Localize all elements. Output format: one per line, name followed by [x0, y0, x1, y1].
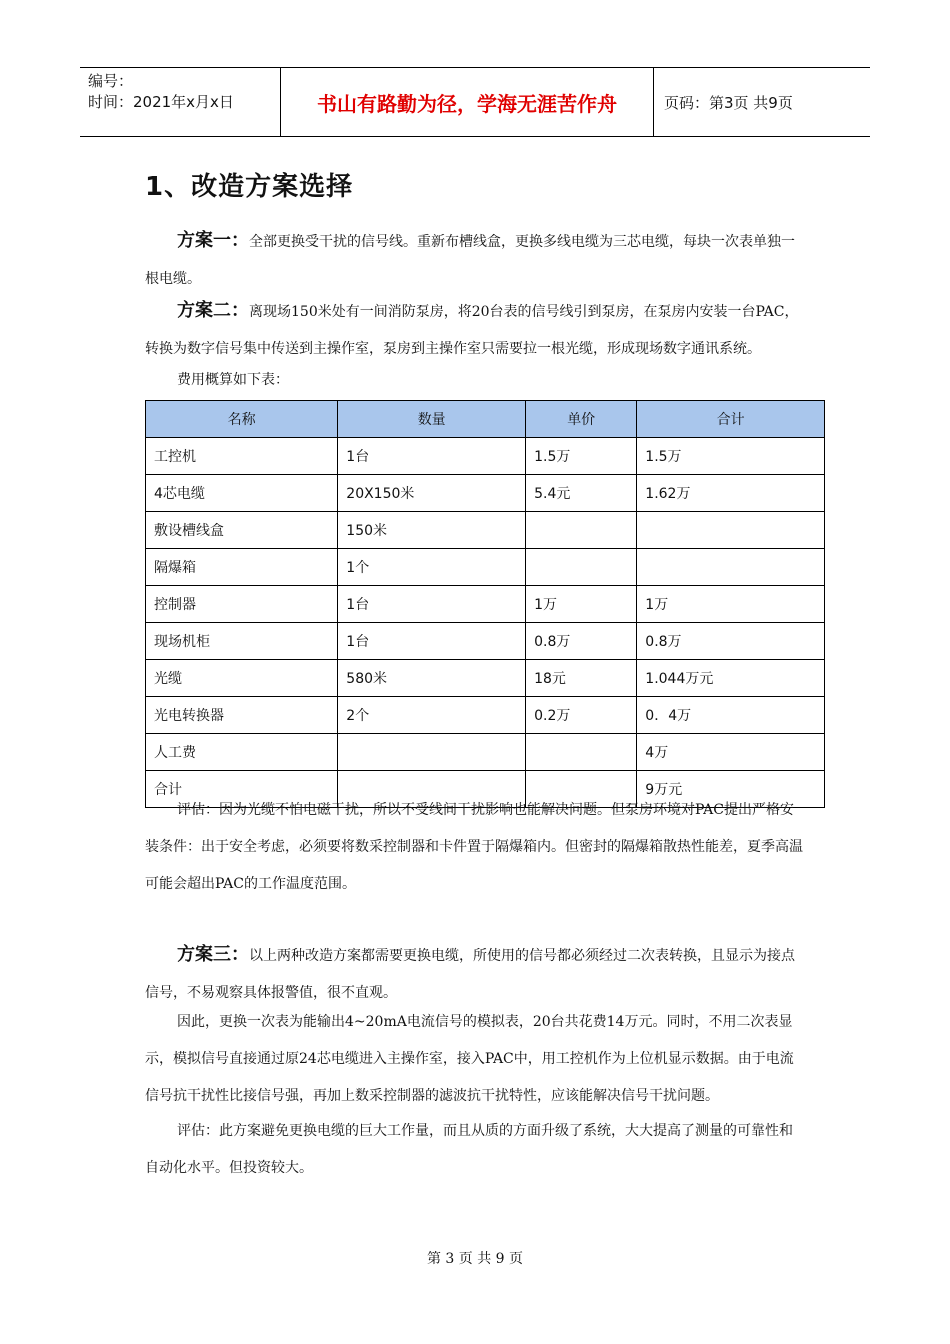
table-cell: 5.4元 — [526, 475, 637, 512]
plan3-evaluation: 评估：此方案避免更换电缆的巨大工作量，而且从质的方面升级了系统，大大提高了测量的可靠性和自动化水平。但投资较大。 — [145, 1123, 793, 1176]
plan3-detail: 因此，更换一次表为能输出4~20mA电流信号的模拟表，20台共花费14万元。同时，不用二次表显示，模拟信号直接通过原24芯电缆进入主操作室，接入PAC中，用工控机作为上位机显示数据。由于电流信号抗干扰性比接信号强，再加上数采控制器的滤波抗干扰特性，应该能解决信号干扰问题。 — [145, 1014, 794, 1104]
table-cell: 1个 — [338, 549, 526, 586]
table-intro: 费用概算如下表： — [177, 372, 289, 388]
table-cell: 4万 — [637, 734, 825, 771]
table-cell: 光电转换器 — [146, 697, 338, 734]
table-cell: 9万元 — [637, 771, 825, 808]
table-cell: 0．4万 — [637, 697, 825, 734]
plan2-paragraph — [145, 292, 805, 368]
table-cell — [526, 549, 637, 586]
table-cell: 0.8万 — [637, 623, 825, 660]
table-header-cell: 名称 — [146, 401, 338, 438]
table-row — [146, 475, 825, 512]
table-cell — [338, 734, 526, 771]
table-row — [146, 734, 825, 771]
table-cell: 1万 — [637, 586, 825, 623]
table-header-cell: 数量 — [338, 401, 526, 438]
plan1-paragraph — [145, 222, 805, 298]
table-cell: 4芯电缆 — [146, 475, 338, 512]
header-page-label: 页码：第3页 共9页 — [664, 93, 793, 112]
table-cell: 光缆 — [146, 660, 338, 697]
table-cell — [526, 512, 637, 549]
section-title: 1、改造方案选择 — [145, 172, 354, 202]
number-label: 编号： — [88, 72, 134, 90]
table-cell: 0.8万 — [526, 623, 637, 660]
plan2-evaluation: 评估：因为光缆不怕电磁干扰，所以不受线间干扰影响也能解决问题。但泵房环境对PAC提出严格安装条件：出于安全考虑，必须要将数采控制器和卡件置于隔爆箱内。但密封的隔爆箱散热性能差，夏季高温可能会超出PAC的工作温度范围。 — [145, 802, 803, 892]
table-cell: 20X150米 — [338, 475, 526, 512]
table-row — [146, 586, 825, 623]
table-row — [146, 623, 825, 660]
table-cell: 工控机 — [146, 438, 338, 475]
table-cell: 合计 — [146, 771, 338, 808]
table-cell: 2个 — [338, 697, 526, 734]
table-header-row — [146, 401, 825, 438]
table-cell: 580米 — [338, 660, 526, 697]
plan3-lead: 方案三： — [177, 944, 249, 965]
header-meta — [80, 68, 281, 136]
table-cell: 18元 — [526, 660, 637, 697]
table-header-cell: 合计 — [637, 401, 825, 438]
plan1-text: 全部更换受干扰的信号线。重新布槽线盒，更换多线电缆为三芯电缆，每块一次表单独一根电缆。 — [145, 234, 795, 287]
plan1-lead: 方案一： — [177, 230, 249, 251]
table-cell: 1.044万元 — [637, 660, 825, 697]
table-cell — [637, 549, 825, 586]
table-cell: 1.5万 — [637, 438, 825, 475]
table-cell: 现场机柜 — [146, 623, 338, 660]
table-cell: 0.2万 — [526, 697, 637, 734]
table-cell: 1台 — [338, 623, 526, 660]
table-cell: 控制器 — [146, 586, 338, 623]
table-row — [146, 438, 825, 475]
table-cell: 隔爆箱 — [146, 549, 338, 586]
table-cell: 人工费 — [146, 734, 338, 771]
plan2-lead: 方案二： — [177, 300, 249, 321]
table-row — [146, 512, 825, 549]
page-header — [80, 67, 870, 137]
header-motto: 书山有路勤为径，学海无涯苦作舟 — [281, 68, 654, 136]
time-label: 时间：2021年x月x日 — [88, 93, 234, 111]
plan2-text: 离现场150米处有一间消防泵房，将20台表的信号线引到泵房，在泵房内安装一台PAC，转换为数字信号集中传送到主操作室，泵房到主操作室只需要拉一根光缆，形成现场数字通讯系统。 — [145, 304, 799, 357]
table-cell — [637, 512, 825, 549]
table-header-cell: 单价 — [526, 401, 637, 438]
table-row — [146, 660, 825, 697]
table-cell: 1台 — [338, 586, 526, 623]
table-cell — [526, 734, 637, 771]
table-cell: 敷设槽线盒 — [146, 512, 338, 549]
table-row — [146, 549, 825, 586]
plan3-text: 以上两种改造方案都需要更换电缆，所使用的信号都必须经过二次表转换，且显示为接点信号，不易观察具体报警值，很不直观。 — [145, 948, 795, 1001]
cost-table — [145, 400, 825, 808]
table-cell: 1.62万 — [637, 475, 825, 512]
table-cell: 150米 — [338, 512, 526, 549]
table-cell: 1.5万 — [526, 438, 637, 475]
table-row — [146, 697, 825, 734]
table-cell: 1台 — [338, 438, 526, 475]
table-cell: 1万 — [526, 586, 637, 623]
page-footer: 第 3 页 共 9 页 — [426, 1251, 524, 1267]
plan3-paragraph — [145, 936, 805, 1012]
